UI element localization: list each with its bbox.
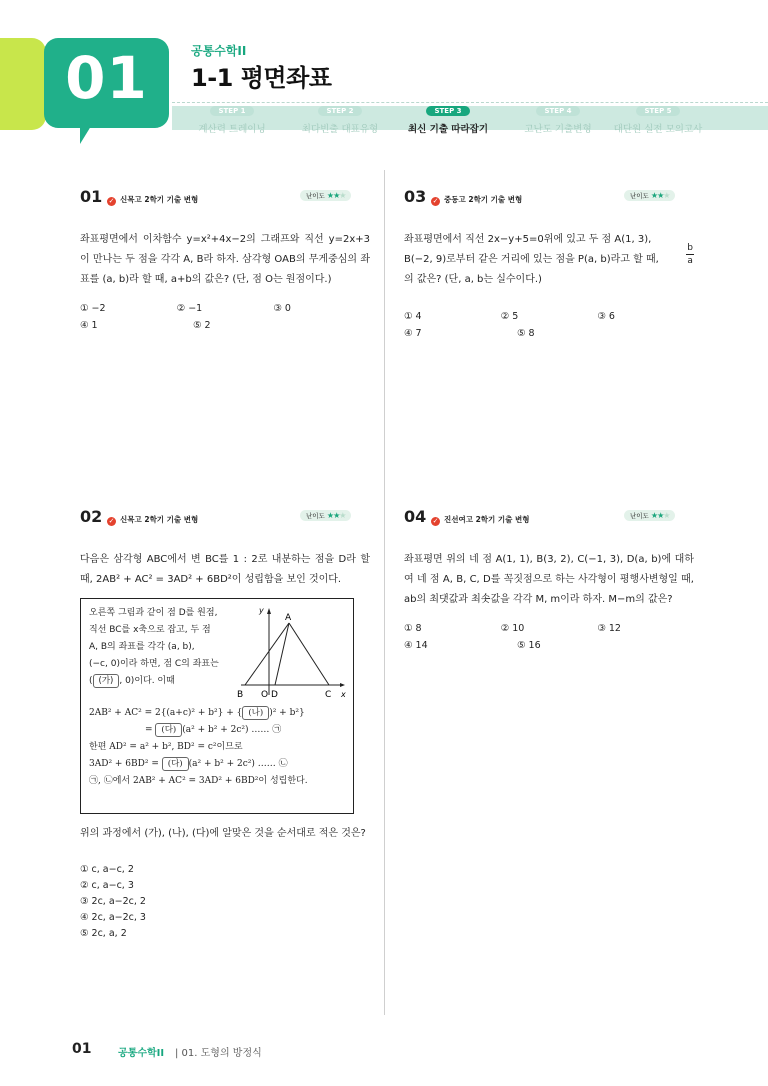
proof-equations: 2AB² + AC² = 2{(a+c)² + b²} + { (나) )² + b²} = (다) (a² + b² + 2c²) …… ㉠ 한편 AD² = a² + b², BD² = c²이므로 3AD² + 6BD² = (다) (a² + b² + 2c²) …… ㉡ ㉠, ㉡에서 2AB² + AC² = 3AD² + 6BD²이 성립한다. — [89, 708, 308, 786]
problem-source: ✓ 중동고 2학기 기출 변형 — [432, 195, 523, 205]
choices — [80, 862, 370, 942]
star-icon: ★★ — [326, 511, 340, 520]
step-pill: STEP 5 — [636, 106, 679, 116]
check-icon: ✓ — [432, 517, 439, 525]
choices — [80, 300, 370, 334]
star-empty-icon: ★ — [339, 191, 346, 200]
choice-3[interactable]: ③ 0 — [273, 303, 291, 314]
star-empty-icon: ★ — [663, 511, 670, 520]
step-2[interactable] — [286, 98, 394, 135]
choice-5[interactable]: ⑤ 16 — [517, 640, 541, 651]
choice-2[interactable]: ② c, a−c, 3 — [80, 880, 134, 891]
problem-number: 03 — [404, 187, 427, 206]
subject-label: 공통수학II — [191, 44, 247, 58]
choice-1[interactable]: ① 8 — [404, 623, 422, 634]
svg-text:C: C — [325, 690, 332, 700]
svg-text:A: A — [285, 613, 292, 623]
problem-04 — [404, 507, 694, 654]
step-label: 최신 기출 따라잡기 — [407, 124, 489, 135]
choices — [404, 308, 694, 342]
star-icon: ★★ — [326, 191, 340, 200]
step-pill: STEP 4 — [536, 106, 579, 116]
star-empty-icon: ★ — [339, 511, 346, 520]
problem-02 — [80, 507, 370, 942]
step-pill: STEP 3 — [426, 106, 469, 116]
step-pill: STEP 2 — [318, 106, 361, 116]
choice-5[interactable]: ⑤ 2c, a, 2 — [80, 928, 127, 939]
svg-text:B: B — [237, 690, 244, 700]
choice-2[interactable]: ② 10 — [500, 623, 525, 634]
triangle-figure — [231, 603, 349, 703]
column-divider — [384, 170, 385, 1015]
choice-1[interactable]: ① 4 — [404, 311, 422, 322]
proof-box — [80, 598, 354, 814]
problem-text: 좌표평면 위의 네 점 A(1, 1), B(3, 2), C(−1, 3), D(a, b)에 대하여 네 점 A, B, C, D를 꼭짓점으로 하는 사각형이 평행사변형일 때, ab의 최댓값과 최솟값을 각각 M, m이라 하자. M−m의 값은? — [404, 554, 694, 605]
difficulty-badge: 난이도 ★★★ — [300, 190, 351, 201]
problem-number: 04 — [404, 507, 427, 526]
step-label: 고난도 기출변형 — [524, 124, 592, 135]
blank-da: (다) — [155, 723, 182, 737]
svg-text:x: x — [341, 690, 346, 699]
star-icon: ★★ — [650, 191, 664, 200]
page-title: 1-1 평면좌표 — [191, 64, 332, 92]
problem-source: ✓ 신목고 2학기 기출 변형 — [108, 515, 199, 525]
choice-2[interactable]: ② 5 — [500, 311, 519, 322]
chapter-number: 01 — [65, 44, 148, 112]
proof-intro: 오른쪽 그림과 같이 점 D를 원점, 직선 BC를 x축으로 잡고, 두 점 A, B의 좌표를 각각 (a, b), (−c, 0)이라 하면, 점 C의 좌표는 ( (가) , 0)이다. 이때 — [89, 608, 219, 686]
footer-subject: 공통수학II — [118, 1048, 165, 1059]
check-icon: ✓ — [108, 197, 115, 205]
problem-text: 좌표평면에서 이차함수 y=x²+4x−2의 그래프와 직선 y=2x+3이 만나는 두 점을 각각 A, B라 하자. 삼각형 OAB의 무게중심의 좌표를 (a, b)라 할 때, a+b의 값은? (단, 점 O는 원점이다.) — [80, 234, 370, 285]
choices — [404, 620, 694, 654]
choice-4[interactable]: ④ 7 — [404, 328, 422, 339]
choice-4[interactable]: ④ 2c, a−2c, 3 — [80, 912, 146, 923]
choice-4[interactable]: ④ 14 — [404, 640, 428, 651]
blank-da: (다) — [162, 757, 189, 771]
difficulty-badge: 난이도 ★★★ — [624, 190, 675, 201]
step-label: 대단원 실전 모의고사 — [613, 124, 703, 135]
step-label: 최다빈출 대표유형 — [301, 124, 379, 135]
blank-na: (나) — [242, 706, 269, 720]
problem-text: 좌표평면에서 직선 2x−y+5=0위에 있고 두 점 A(1, 3), B(−2, 9)로부터 같은 거리에 있는 점을 P(a, b)라고 할 때, b a 의 값은? (단, a, b는 실수이다.) — [404, 234, 693, 285]
check-icon: ✓ — [108, 517, 115, 525]
svg-text:y: y — [259, 606, 264, 615]
choice-4[interactable]: ④ 1 — [80, 320, 98, 331]
step-4[interactable] — [504, 98, 612, 135]
footer-chapter: | 01. 도형의 방정식 — [175, 1048, 262, 1059]
choice-1[interactable]: ① −2 — [80, 303, 106, 314]
step-pill: STEP 1 — [210, 106, 253, 116]
choice-1[interactable]: ① c, a−c, 2 — [80, 864, 134, 875]
choice-3[interactable]: ③ 12 — [597, 623, 621, 634]
problem-source: ✓ 진선여고 2학기 기출 변형 — [432, 515, 530, 525]
star-empty-icon: ★ — [663, 191, 670, 200]
problem-number: 02 — [80, 507, 103, 526]
step-label: 계산력 트레이닝 — [198, 124, 266, 135]
fraction: b a — [687, 243, 693, 266]
step-5[interactable] — [604, 98, 712, 135]
choice-5[interactable]: ⑤ 8 — [517, 328, 535, 339]
chapter-badge-tail — [80, 118, 96, 144]
svg-text:O: O — [261, 690, 269, 700]
step-3[interactable] — [394, 98, 502, 135]
problem-number: 01 — [80, 187, 103, 206]
problem-source: ✓ 신목고 2학기 기출 변형 — [108, 195, 199, 205]
problem-03 — [404, 187, 694, 342]
check-icon: ✓ — [432, 197, 439, 205]
step-1[interactable] — [178, 98, 286, 135]
question-text: 위의 과정에서 (가), (나), (다)에 알맞은 것을 순서대로 적은 것은? — [80, 828, 366, 839]
choice-3[interactable]: ③ 2c, a−2c, 2 — [80, 896, 146, 907]
difficulty-badge: 난이도 ★★★ — [300, 510, 351, 521]
lime-side-tab — [0, 38, 46, 130]
page-number: 01 — [72, 1041, 92, 1057]
blank-ga: (가) — [93, 674, 120, 688]
svg-text:D: D — [271, 690, 278, 700]
problem-text: 다음은 삼각형 ABC에서 변 BC를 1 : 2로 내분하는 점을 D라 할 때, 2AB² + AC² = 3AD² + 6BD²이 성립함을 보인 것이다. — [80, 554, 370, 585]
star-icon: ★★ — [650, 511, 664, 520]
problem-01 — [80, 187, 370, 334]
choice-3[interactable]: ③ 6 — [597, 311, 615, 322]
choice-2[interactable]: ② −1 — [176, 303, 203, 314]
choice-5[interactable]: ⑤ 2 — [193, 320, 211, 331]
difficulty-badge: 난이도 ★★★ — [624, 510, 675, 521]
